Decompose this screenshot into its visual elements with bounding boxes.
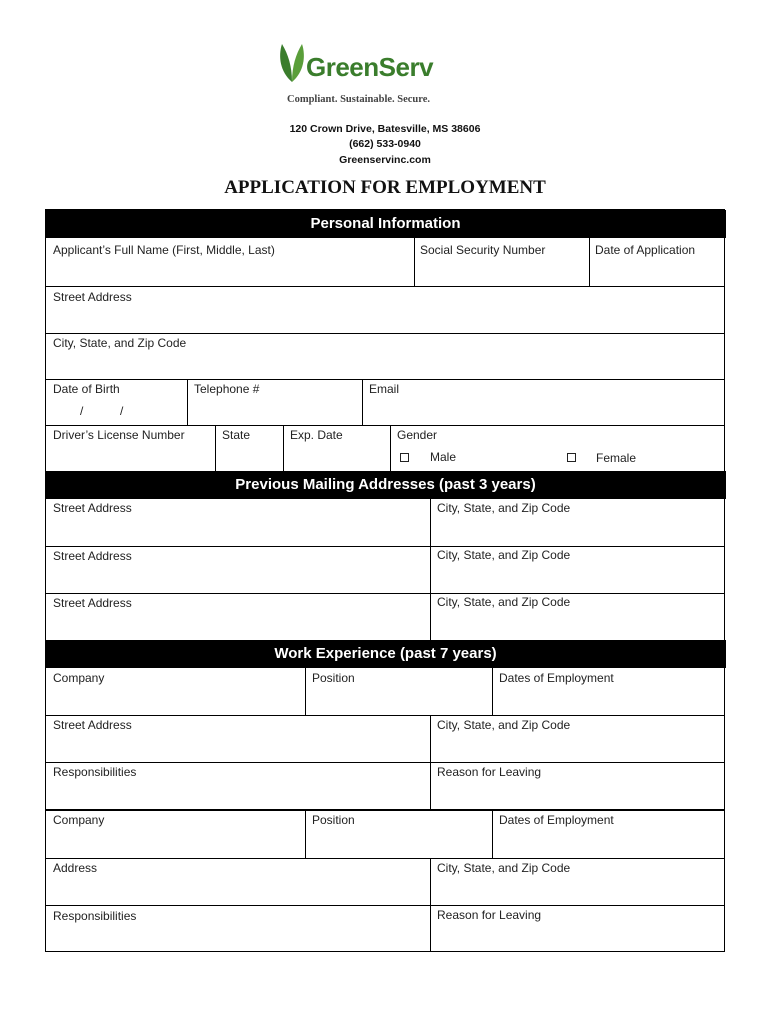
- street-address-field[interactable]: Street Address: [53, 290, 132, 304]
- city-state-zip-field[interactable]: City, State, and Zip Code: [53, 336, 187, 350]
- reason-for-leaving-field[interactable]: Reason for Leaving: [437, 765, 542, 779]
- date-of-birth-field[interactable]: Date of Birth: [53, 382, 120, 396]
- email-field[interactable]: Email: [369, 382, 400, 396]
- personal-info-header: Personal Information: [45, 210, 726, 238]
- gender-label: Gender: [397, 428, 438, 442]
- tagline: Compliant. Sustainable. Secure.: [287, 94, 431, 105]
- prev-city-state-zip-field[interactable]: City, State, and Zip Code: [437, 595, 571, 609]
- male-label: Male: [430, 450, 457, 464]
- brand-name: GreenServ: [306, 52, 434, 82]
- company-field[interactable]: Company: [53, 671, 105, 685]
- responsibilities-field[interactable]: Responsibilities: [53, 909, 137, 923]
- position-field[interactable]: Position: [312, 813, 355, 827]
- dob-separator: /: [80, 404, 84, 418]
- application-form: [45, 209, 725, 952]
- work-city-state-zip-field[interactable]: City, State, and Zip Code: [437, 861, 571, 875]
- prev-street-address-field[interactable]: Street Address: [53, 549, 132, 563]
- reason-for-leaving-field[interactable]: Reason for Leaving: [437, 908, 542, 922]
- dates-of-employment-field[interactable]: Dates of Employment: [499, 813, 614, 827]
- work-street-address-field[interactable]: Street Address: [53, 718, 132, 732]
- company-phone: (662) 533-0940: [349, 138, 421, 150]
- responsibilities-field[interactable]: Responsibilities: [53, 765, 137, 779]
- male-checkbox[interactable]: [400, 451, 409, 465]
- dates-of-employment-field[interactable]: Dates of Employment: [499, 671, 614, 685]
- license-state-field[interactable]: State: [222, 428, 251, 442]
- work-city-state-zip-field[interactable]: City, State, and Zip Code: [437, 718, 571, 732]
- work-address-field[interactable]: Address: [53, 861, 98, 875]
- prev-city-state-zip-field[interactable]: City, State, and Zip Code: [437, 501, 571, 515]
- date-of-application-field[interactable]: Date of Application: [595, 243, 696, 257]
- full-name-field[interactable]: Applicant’s Full Name (First, Middle, Last): [53, 243, 275, 257]
- prev-street-address-field[interactable]: Street Address: [53, 501, 132, 515]
- company-address: 120 Crown Drive, Batesville, MS 38606: [289, 123, 481, 135]
- position-field[interactable]: Position: [312, 671, 355, 685]
- form-title: APPLICATION FOR EMPLOYMENT: [224, 177, 546, 198]
- prev-city-state-zip-field[interactable]: City, State, and Zip Code: [437, 548, 571, 562]
- telephone-field[interactable]: Telephone #: [194, 382, 260, 396]
- previous-addresses-header: Previous Mailing Addresses (past 3 years): [45, 471, 726, 499]
- dob-separator: /: [120, 404, 124, 418]
- female-label: Female: [596, 451, 637, 465]
- license-exp-date-field[interactable]: Exp. Date: [290, 428, 343, 442]
- greenserv-logo: [276, 42, 451, 112]
- leaf-icon: [276, 42, 308, 84]
- company-field[interactable]: Company: [53, 813, 105, 827]
- company-website: Greenservinc.com: [339, 154, 431, 166]
- work-experience-header: Work Experience (past 7 years): [45, 640, 726, 668]
- prev-street-address-field[interactable]: Street Address: [53, 596, 132, 610]
- ssn-field[interactable]: Social Security Number: [420, 243, 546, 257]
- drivers-license-field[interactable]: Driver’s License Number: [53, 428, 185, 442]
- female-checkbox[interactable]: [567, 451, 576, 465]
